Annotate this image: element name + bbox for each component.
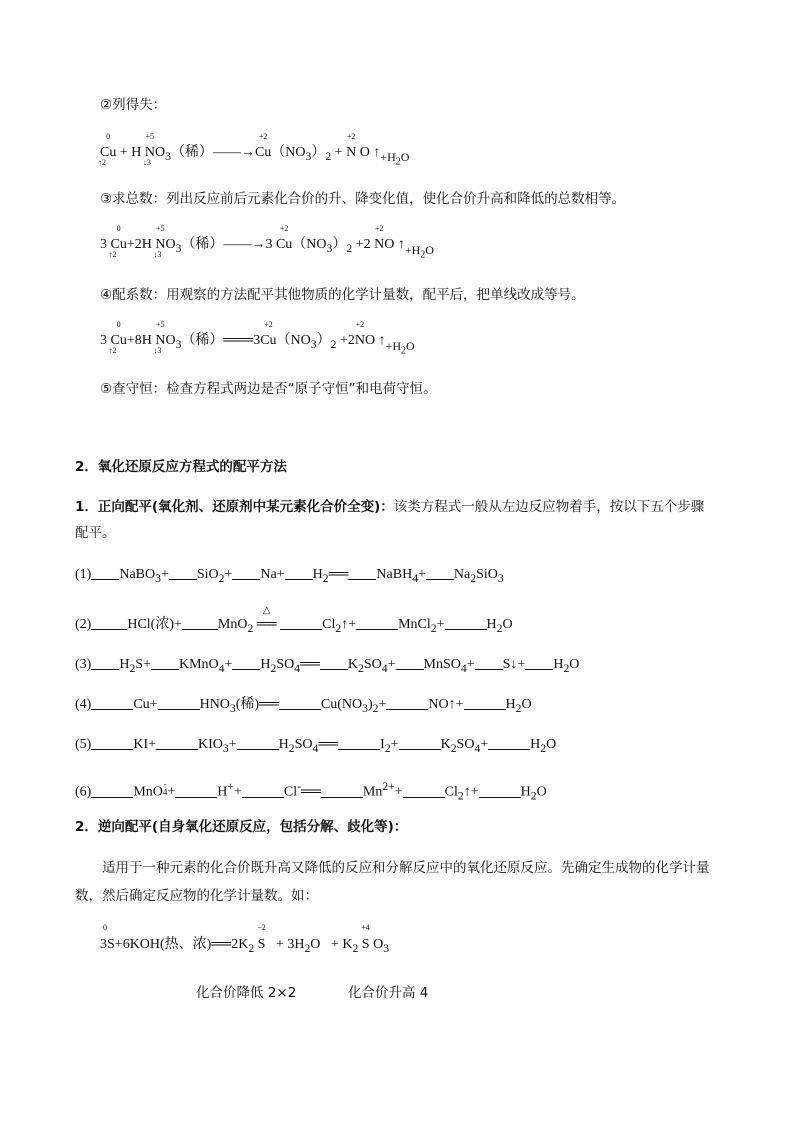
answer-blank[interactable] bbox=[91, 736, 133, 750]
answer-blank[interactable] bbox=[399, 736, 441, 750]
answer-blank[interactable] bbox=[386, 696, 428, 710]
step2-title: ②列得失： bbox=[100, 97, 167, 113]
heat-icon: △ bbox=[262, 605, 271, 616]
answer-blank[interactable] bbox=[91, 566, 119, 580]
step3-equation: 3 Cu 0 ↑2 +2H N +5 ↓3 $O_3$（稀）——→3 Cu +2 $(NO_3)_2 +2$ N +2 O $↑+H_2O$ bbox=[100, 224, 434, 261]
answer-blank[interactable] bbox=[242, 784, 284, 798]
exercise-4: (4) $Cu+ HNO_3$(稀)══ $Cu(NO_3)_2+$ NO↑+ $H_2O$ bbox=[75, 697, 532, 715]
gas-arrow-icon: ↑ bbox=[397, 237, 405, 252]
exercise-5: (5) $KI+ KIO_3+$ $H_2SO_4══$ $I_2+ K_2SO_4+ H_2O$ bbox=[75, 737, 557, 755]
exercise-3: (3) $H_2S+$ KMnO$_4$+ $H_2SO_4══$ $K_2SO_4+$ MnSO$_4$+ S↓+ $H_2O$ bbox=[75, 657, 580, 675]
answer-blank[interactable] bbox=[285, 566, 313, 580]
answer-blank[interactable] bbox=[175, 784, 217, 798]
answer-blank[interactable] bbox=[91, 784, 133, 798]
answer-blank[interactable] bbox=[237, 736, 279, 750]
answer-blank[interactable] bbox=[232, 566, 260, 580]
answer-blank[interactable] bbox=[91, 616, 127, 630]
step5-title: ⑤查守恒：检查方程式两边是否“原子守恒”和电荷守恒。 bbox=[100, 381, 437, 397]
step4-title: ④配系数：用观察的方法配平其他物质的化学计量数，配平后，把单线改成等号。 bbox=[100, 287, 585, 303]
step3-title: ③求总数：列出反应前后元素化合价的升、降变化值，使化合价升高和降低的总数相等。 bbox=[100, 191, 626, 207]
step4-equation: 3 Cu 0 ↑2 +8H N +5 ↓3 $O_3$（稀）═══3Cu +2 $(NO_3)_2 +2N$ +2 O $↑+H_2O$ bbox=[100, 320, 415, 357]
valence-increase-note: 化合价升高 4 bbox=[348, 985, 429, 1001]
forward-balancing-intro: 1．正向配平(氧化剂、还原剂中某元素化合价全变)：该类方程式一般从左边反应物着手，按以下五个步骤 bbox=[75, 499, 705, 515]
answer-blank[interactable] bbox=[396, 656, 424, 670]
answer-blank[interactable] bbox=[479, 784, 521, 798]
section-heading: 2．氧化还原反应方程式的配平方法 bbox=[75, 459, 287, 475]
answer-blank[interactable] bbox=[321, 784, 363, 798]
answer-blank[interactable] bbox=[279, 696, 321, 710]
answer-blank[interactable] bbox=[338, 736, 380, 750]
answer-blank[interactable] bbox=[280, 616, 322, 630]
answer-blank[interactable] bbox=[158, 696, 200, 710]
step2-equation: Cu 0 ↑2 + H N +5 ↓3 $O_3$（稀）——→Cu +2 $(NO_3)_2 + N$ +2 O $↑+H_2O$ bbox=[98, 132, 410, 168]
answer-blank[interactable] bbox=[475, 656, 503, 670]
answer-blank[interactable] bbox=[356, 616, 398, 630]
gas-arrow-icon: ↑ bbox=[373, 145, 381, 160]
answer-blank[interactable] bbox=[348, 566, 376, 580]
answer-blank[interactable] bbox=[445, 616, 487, 630]
valence-decrease-note: 化合价降低 2×2 bbox=[196, 985, 297, 1001]
answer-blank[interactable] bbox=[426, 566, 454, 580]
answer-blank[interactable] bbox=[91, 696, 133, 710]
answer-blank[interactable] bbox=[464, 696, 506, 710]
exercise-1: (1) NaBO$_3$+ $SiO_2+ Na+ H_2══$ NaBH$_4$+ $Na_2SiO_3$ bbox=[75, 567, 504, 585]
answer-blank[interactable] bbox=[156, 736, 198, 750]
forward-balancing-intro-cont: 配平。 bbox=[75, 525, 116, 541]
reverse-balancing-label: 2．逆向配平(自身氧化还原反应，包括分解、歧化等)： bbox=[75, 819, 408, 835]
answer-blank[interactable] bbox=[151, 656, 179, 670]
gas-arrow-icon: ↑ bbox=[378, 333, 386, 348]
answer-blank[interactable] bbox=[488, 736, 530, 750]
answer-blank[interactable] bbox=[169, 566, 197, 580]
answer-blank[interactable] bbox=[91, 656, 119, 670]
answer-blank[interactable] bbox=[232, 656, 260, 670]
exercise-2: (2) HCl(浓)+ MnO$_2$ ══ △ $Cl_2↑+$ MnCl$_2$+ $H_2O$ bbox=[75, 605, 513, 635]
answer-blank[interactable] bbox=[182, 616, 218, 630]
answer-blank[interactable] bbox=[525, 656, 553, 670]
exercise-6: (6) MnO - 4 + H++ Cl-══ $Mn^{2+}+$ $Cl_2↑+ H_2O$ bbox=[75, 778, 547, 803]
reverse-example-equation: 3S 0 +6KOH(热、浓)$══2K_2$ S −2 + $3H_2O$ + $K_2$ S +4 $O_3$ bbox=[100, 923, 390, 955]
reverse-balancing-paragraph: 适用于一种元素的化合价既升高又降低的反应和分解反应中的氧化还原反应。先确定生成物的化学计量数，然后确定反应物的化学计量数。如： bbox=[75, 860, 710, 904]
answer-blank[interactable] bbox=[403, 784, 445, 798]
answer-blank[interactable] bbox=[320, 656, 348, 670]
